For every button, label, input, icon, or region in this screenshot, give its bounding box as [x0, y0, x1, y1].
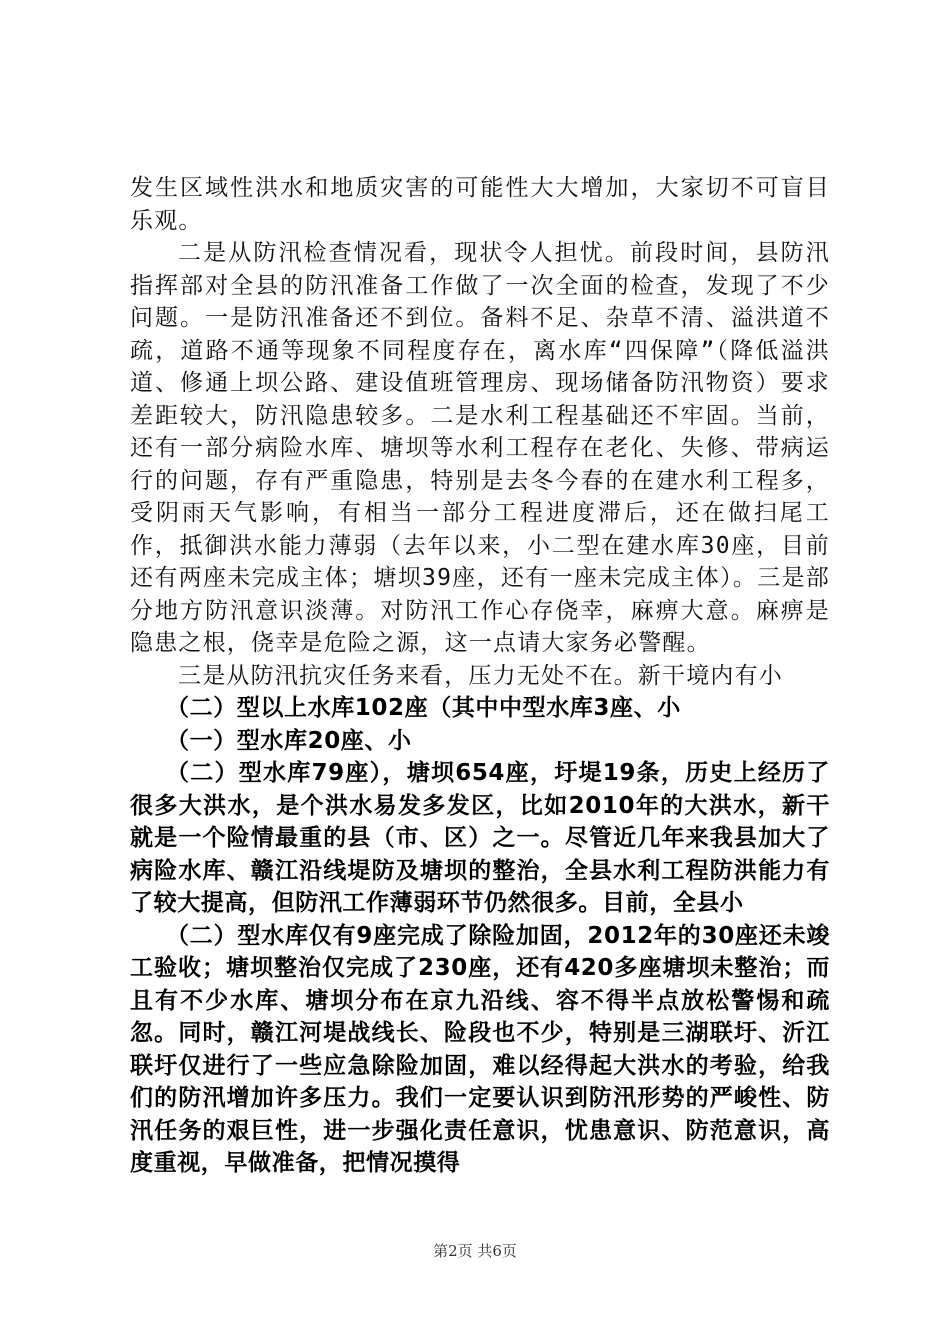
- paragraph-3: 三是从防汛抗灾任务来看，压力无处不在。新干境内有小: [178, 662, 783, 689]
- document-body: [130, 172, 830, 1180]
- paragraph-2: 二是从防汛检查情况看，现状令人担忧。前段时间，县防汛指挥部对全县的防汛准备工作做了一次全面的检查，发现了不少问题。一是防汛准备还不到位。备料不足、杂草不清、溢洪道不疏，道路不通等现象不同程度存在，离水库“四保障”（降低溢洪道、修通上坝公路、建设值班管理房、现场储备防汛物资）要求差距较大，防汛隐患较多。二是水利工程基础还不牢固。当前，还有一部分病险水库、塘坝等水利工程存在老化、失修、带病运行的问题，存有严重隐患，特别是去冬今春的在建水利工程多，受阴雨天气影响，有相当一部分工程进度滞后，还在做扫尾工作，抵御洪水能力薄弱（去年以来，小二型在建水库30座，目前还有两座未完成主体；塘坝39座，还有一座未完成主体）。三是部分地方防汛意识淡薄。对防汛工作心存侥幸，麻痹大意。麻痹是隐患之根，侥幸是危险之源，这一点请大家务必警醒。: [130, 240, 830, 656]
- paragraph-4: （二）型以上水库102座（其中中型水库3座、小: [166, 695, 681, 721]
- page-footer: 第2页 共6页: [433, 1242, 517, 1260]
- paragraph-1: 发生区域性洪水和地质灾害的可能性大大增加，大家切不可盲目乐观。: [130, 175, 830, 234]
- paragraph-7: （二）型水库仅有9座完成了除险加固，2012年的30座还未竣工验收；塘坝整治仅完成了230座，还有420多座塘坝未整治；而且有不少水库、塘坝分布在京九沿线、容不得半点放松警惕和疏忽。同时，赣江河堤战线长、险段也不少，特别是三湖联圩、沂江联圩仅进行了一些应急除险加固，难以经得起大洪水的考验，给我们的防汛增加许多压力。我们一定要认识到防汛形势的严峻性、防汛任务的艰巨性，进一步强化责任意识，忧患意识、防范意识，高度重视，早做准备，把情况摸得: [130, 922, 830, 1176]
- paragraph-6: （二）型水库79座），塘坝654座，圩堤19条，历史上经历了很多大洪水，是个洪水易发多发区，比如2010年的大洪水，新干就是一个险情最重的县（市、区）之一。尽管近几年来我县加大了病险水库、赣江沿线堤防及塘坝的整治，全县水利工程防洪能力有了较大提高，但防汛工作薄弱环节仍然很多。目前，全县小: [130, 760, 830, 916]
- paragraph-5: （一）型水库20座、小: [166, 727, 412, 754]
